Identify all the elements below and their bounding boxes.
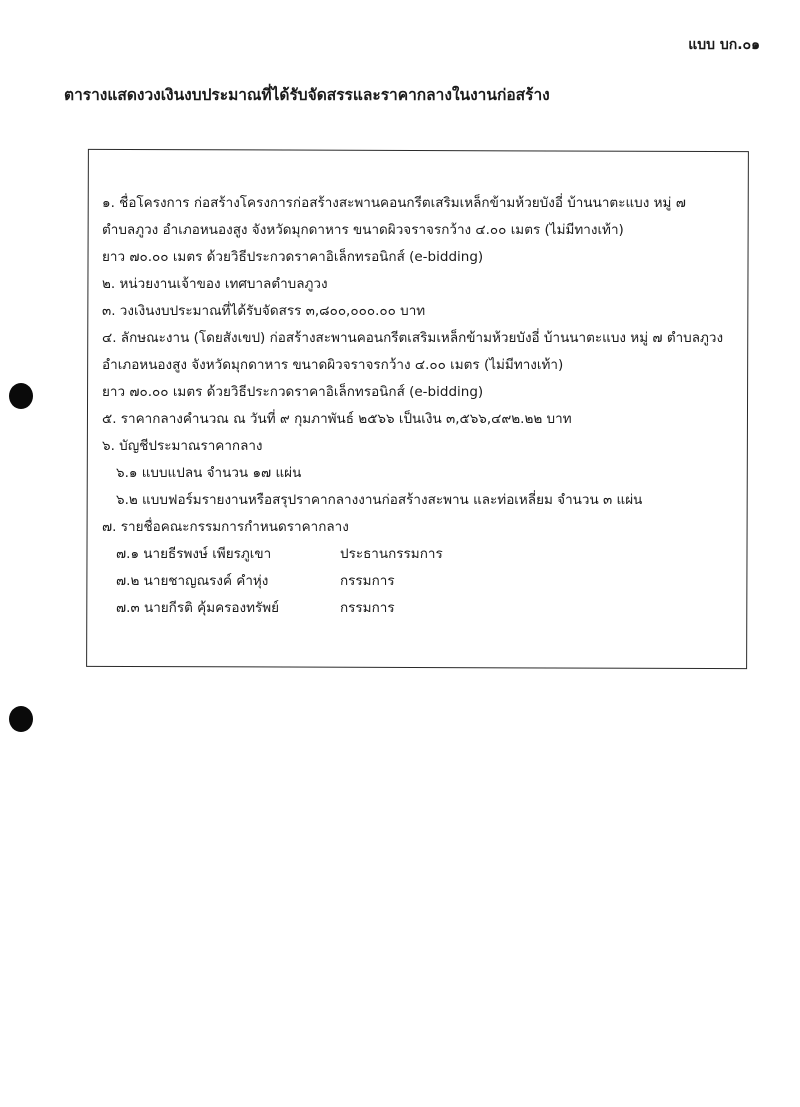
page-title: ตารางแสดงวงเงินงบประมาณที่ได้รับจัดสรรและราคากลางในงานก่อสร้าง [64, 86, 550, 104]
estimate-heading: ๖. บัญชีประมาณราคากลาง [102, 438, 263, 454]
member-name: ๗.๓ นายกีรติ คุ้มครองทรัพย์ [116, 600, 280, 616]
form-code: แบบ บก.๐๑ [688, 37, 760, 53]
committee-member [102, 568, 742, 595]
estimate-item-plans: ๖.๑ แบบแปลน จำนวน ๑๗ แผ่น [116, 465, 302, 481]
project-name-line-2: ตำบลภูวง อำเภอหนองสูง จังหวัดมุกดาหาร ขนาดผิวจราจรกว้าง ๔.๐๐ เมตร (ไม่มีทางเท้า) [102, 222, 624, 238]
work-description-line-1: ๔. ลักษณะงาน (โดยสังเขป) ก่อสร้างสะพานคอนกรีตเสริมเหล็กข้ามห้วยบังอี่ บ้านนาตะแบง หมู่ ๗ ตำบลภูวง [102, 330, 724, 346]
member-role: กรรมการ [340, 600, 395, 616]
committee-member [102, 595, 742, 622]
punch-hole-top [9, 383, 33, 409]
member-name: ๗.๒ นายชาญณรงค์ คำหุ่ง [116, 573, 269, 589]
estimate-item-forms: ๖.๒ แบบฟอร์มรายงานหรือสรุปราคากลางงานก่อสร้างสะพาน และท่อเหลี่ยม จำนวน ๓ แผ่น [116, 492, 643, 508]
project-name-line-1: ๑. ชื่อโครงการ ก่อสร้างโครงการก่อสร้างสะพานคอนกรีตเสริมเหล็กข้ามห้วยบังอี่ บ้านนาตะแบง หมู่ ๗ [102, 195, 686, 211]
member-role: ประธานกรรมการ [340, 546, 443, 562]
agency-line: ๒. หน่วยงานเจ้าของ เทศบาลตำบลภูวง [102, 276, 328, 292]
work-description-line-2: อำเภอหนองสูง จังหวัดมุกดาหาร ขนาดผิวจราจรกว้าง ๔.๐๐ เมตร (ไม่มีทางเท้า) [102, 357, 564, 373]
committee-heading: ๗. รายชื่อคณะกรรมการกำหนดราคากลาง [102, 519, 349, 535]
work-description-line-3: ยาว ๗๐.๐๐ เมตร ด้วยวิธีประกวดราคาอิเล็กทรอนิกส์ (e-bidding) [102, 384, 484, 400]
project-name-line-3: ยาว ๗๐.๐๐ เมตร ด้วยวิธีประกวดราคาอิเล็กทรอนิกส์ (e-bidding) [102, 249, 484, 265]
budget-line: ๓. วงเงินงบประมาณที่ได้รับจัดสรร ๓,๘๐๐,๐๐๐.๐๐ บาท [102, 303, 426, 319]
median-price-line: ๕. ราคากลางคำนวณ ณ วันที่ ๙ กุมภาพันธ์ ๒๕๖๖ เป็นเงิน ๓,๕๖๖,๔๙๒.๒๒ บาท [102, 411, 572, 427]
member-name: ๗.๑ นายธีรพงษ์ เพียรภูเขา [116, 546, 272, 562]
committee-member [102, 541, 742, 568]
member-role: กรรมการ [340, 573, 395, 589]
content-body [102, 190, 742, 622]
punch-hole-bottom [9, 706, 33, 732]
